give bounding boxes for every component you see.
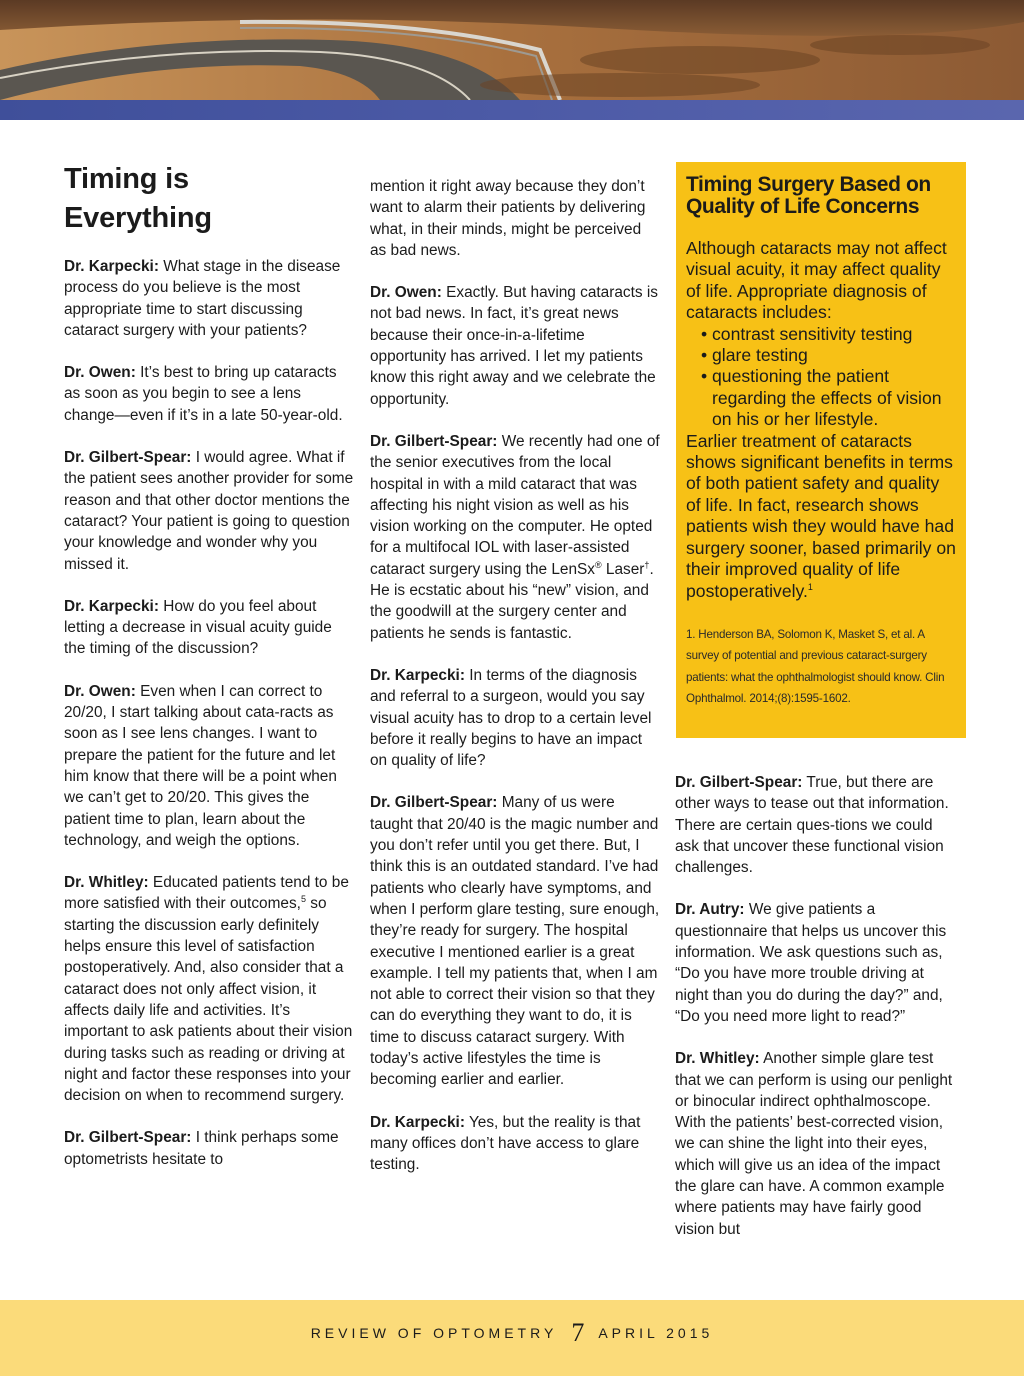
paragraph-text: I would agree. What if the patient sees another provider for some reason and that other doctor mentions the cataract? Your patient is going to question your knowledge and wonder why you missed it. (64, 449, 354, 573)
sidebar-box (676, 162, 966, 738)
article-column-1 (64, 160, 354, 1191)
list-item: • questioning the patient regarding the effects of vision on his or her lifestyle. (702, 366, 956, 430)
paragraph (675, 899, 955, 1027)
paragraph-text: Yes, but the reality is that many offices don’t have access to glare testing. (370, 1113, 641, 1174)
sidebar-intro: Although cataracts may not affect visual acuity, it may affect quality of life. Appropriate diagnosis of cataracts includes: (686, 238, 947, 323)
paragraph-text: Laser (601, 560, 645, 578)
paragraph-text: We give patients a questionnaire that helps us uncover this information. We ask questions such as, “Do you have more trouble driving at night than you do during the day?” and, “Do you need more light to read?” (675, 901, 947, 1025)
speaker-name: Dr. Autry: (675, 901, 745, 919)
speaker-name: Dr. Gilbert-Spear: (64, 1129, 192, 1147)
paragraph (64, 256, 354, 341)
paragraph (64, 447, 354, 575)
issue-date: APRIL 2015 (598, 1325, 714, 1341)
paragraph (370, 792, 660, 1090)
paragraph (64, 596, 354, 660)
speaker-name: Dr. Gilbert-Spear: (370, 432, 498, 450)
speaker-name: Dr. Whitley: (675, 1050, 760, 1068)
speaker-name: Dr. Gilbert-Spear: (370, 794, 498, 812)
paragraph-text: Educated patients tend to be more satisfied with their outcomes, (64, 874, 349, 913)
paragraph-text: We recently had one of the senior executives from the local hospital in with a mild cataract that was affecting his night vision as well as his vision working on the computer. He opted for a multifocal IOL with laser-assisted cataract surgery using the LenSx (370, 432, 660, 578)
paragraph-text: It’s best to bring up cataracts as soon as you begin to see a lens change—even if it’s in a late 50-year-old. (64, 364, 343, 424)
dagger-mark: † (644, 559, 650, 570)
speaker-name: Dr. Owen: (64, 364, 136, 382)
page-number: 7 (571, 1318, 585, 1347)
page-footer (0, 1318, 1024, 1348)
paragraph (370, 665, 660, 771)
sidebar-text (686, 431, 956, 602)
sidebar-body-text: Earlier treatment of cataracts shows significant benefits in terms of both patient safety and quality of life. In fact, research shows patients wish they would have had surgery sooner, based primarily on their improved quality of life postoperatively. (686, 430, 956, 601)
speaker-name: Dr. Gilbert-Spear: (64, 449, 192, 467)
paragraph (64, 681, 354, 851)
paragraph (370, 176, 660, 261)
citation-marker: 5 (300, 894, 306, 905)
speaker-name: Dr. Karpecki: (370, 666, 465, 684)
title-line-2: Everything (64, 202, 212, 234)
road-landscape-image (0, 0, 1024, 100)
sidebar-title: Timing Surgery Based on Quality of Life Concerns (686, 173, 931, 218)
speaker-name: Dr. Karpecki: (370, 1113, 465, 1131)
paragraph (64, 872, 354, 1106)
paragraph-text: I think perhaps some optometrists hesitate to (64, 1129, 339, 1168)
paragraph-text: so starting the discussion early definitely helps ensure this level of satisfaction postoperatively. And, also consider that a cataract does not only affect vision, it affects daily life and activities. It’s important to ask patients about their vision during tasks such as reading or driving at night and factor these responses into your decision on when to recommend surgery. (64, 895, 353, 1105)
paragraph-text: How do you feel about letting a decrease in visual acuity guide the timing of the discussion? (64, 597, 332, 658)
paragraph (370, 1112, 660, 1176)
paragraph-text: . He is ecstatic about his “new” vision, and the goodwill at the surgery center and patients he sends is fantastic. (370, 560, 654, 642)
speaker-name: Dr. Karpecki: (64, 597, 159, 615)
paragraph (370, 282, 660, 410)
paragraph (675, 1048, 955, 1240)
speaker-name: Dr. Whitley: (64, 874, 149, 892)
paragraph-text: Another simple glare test that we can perform is using our penlight or binocular indirect ophthalmoscope. With the patients’ best-corrected vision, we can shine the light into their eyes, which will give us an idea of the impact the glare can have. A common example where patients may have fairly good vision but (675, 1050, 953, 1238)
paragraph-text: Many of us were taught that 20/40 is the magic number and you don’t refer until you get there. But, I think this is an outdated standard. I’ve had patients who clearly have symptoms, and when I perform glare testing, sure enough, they’re ready for surgery. The hospital executive I mentioned earlier is a great example. I tell my patients that, when I am not able to correct their vision so that they can do everything they want to do, it is time to discuss cataract surgery. With today’s active lifestyles the time is becoming earlier and earlier. (370, 794, 660, 1089)
sidebar-body (686, 238, 956, 602)
article-title (64, 160, 354, 238)
paragraph (64, 362, 354, 426)
title-line-1: Timing is (64, 163, 189, 195)
citation-marker: 1 (807, 581, 813, 592)
list-item: • glare testing (702, 345, 956, 366)
header-photo (0, 0, 1024, 120)
header-color-band (0, 100, 1024, 120)
sidebar-list (702, 324, 956, 431)
paragraph-text: mention it right away because they don’t want to alarm their patients by delivering what, in their minds, might be perceived as bad news. (370, 178, 646, 259)
paragraph (675, 772, 955, 878)
speaker-name: Dr. Owen: (64, 682, 136, 700)
publication-name: REVIEW OF OPTOMETRY (310, 1325, 558, 1341)
paragraph-text: What stage in the disease process do you believe is the most appropriate time to start discussing cataract surgery with your patients? (64, 258, 341, 339)
paragraph-text: Exactly. But having cataracts is not bad news. In fact, it’s great news because their once-in-a-lifetime opportunity has arrived. I let my patients know this right away and we celebrate the opportunity. (370, 284, 658, 408)
article-column-2 (370, 176, 660, 1196)
paragraph (64, 1127, 354, 1170)
speaker-name: Dr. Karpecki: (64, 258, 159, 275)
sidebar-reference: 1. Henderson BA, Solomon K, Masket S, et al. A survey of potential and previous cataract-surgery patients: what the ophthalmologist should know. Clin Ophthalmol. 2014;(8):1595-1602. (686, 627, 945, 706)
speaker-name: Dr. Gilbert-Spear: (675, 774, 803, 791)
list-item: • contrast sensitivity testing (702, 324, 956, 345)
paragraph-text: Even when I can correct to 20/20, I start talking about cata-racts as soon as I see lens changes. I want to prepare the patient for the future and let him know that there will be a point when we can’t get to 20/20. This gives the patient time to plan, learn about the technology, and weigh the options. (64, 682, 337, 849)
paragraph-text: True, but there are other ways to tease out that information. There are certain ques-tions we could ask that uncover these functional vision challenges. (675, 774, 949, 877)
registered-mark: ® (595, 559, 602, 570)
article-column-3 (675, 772, 955, 1261)
paragraph (370, 431, 660, 644)
speaker-name: Dr. Owen: (370, 284, 442, 302)
paragraph-text: In terms of the diagnosis and referral to a surgeon, would you say visual acuity has to drop to a certain level before it really begins to have an impact on quality of life? (370, 666, 652, 770)
